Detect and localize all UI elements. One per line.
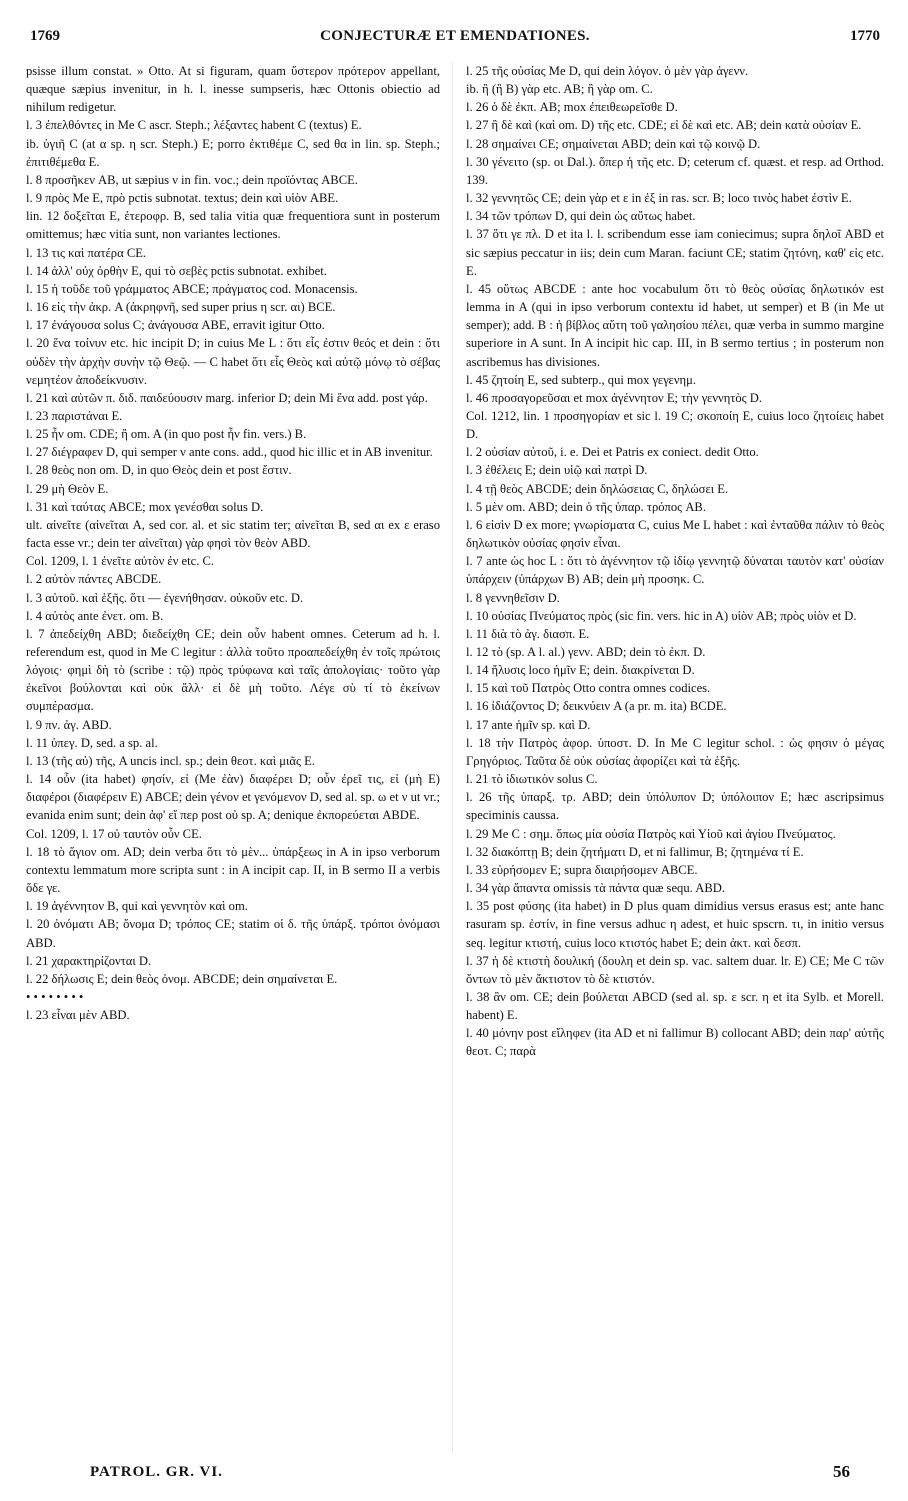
note-entry: l. 33 εὑρήσομεν E; supra διαιρήσομεν ABCE.	[466, 862, 698, 877]
note-entry: l. 28 θεὸς non om. D, in quo Θεὸς dein et post ἔστιν.	[26, 463, 292, 478]
note-entry: l. 45 οὕτως ABCDE : ante hoc vocabulum ὅτι τὸ θεὸς οὐσίας δηλωτικόν est lemma in A (qui in ipso verborum contextu id habet, ut semper) et B (in Me ut semper); add. B : ἡ βίβλος αὕτη τοῦ γαλησίου πέλει, quæ verba in summo margine superiore in A sunt. In A incipit hic cap. III, in B sermo tertius ; in posterum non ascribemus has divisiones.	[466, 281, 884, 369]
running-header	[30, 28, 880, 54]
note-entry: l. 15 καὶ τοῦ Πατρὸς Otto contra omnes codices.	[466, 681, 711, 696]
note-entry: l. 35 post φύσης (ita habet) in D plus quam dimidius versus erasus est; ante hanc rasuram sp. ἐστίν, in fine versus adhuc η adest, et huic spscrn. τι, in initio versus seq. legitur κτιστή, cuius loco κτιστός habet E; dein ἀκτ. καὶ δεσπ.	[466, 899, 884, 950]
note-entry: l. 34 τῶν τρόπων D, qui dein ὡς αὔτως habet.	[466, 209, 696, 224]
note-entry: l. 45 ζητοίη E, sed subterp., qui mox γεγενημ.	[466, 372, 697, 387]
note-entry: l. 14 ἀλλ' οὐχ ὀρθὴν E, qui τὸ σεβὲς pctis subnotat. exhibet.	[26, 263, 327, 278]
note-entry: l. 26 τῆς ὑπαρξ. τρ. ABD; dein ὑπόλυπον D; ὑπόλοιπον E; hæc ascripsimus speciminis caussa.	[466, 790, 884, 823]
page-title: CONJECTURÆ ET EMENDATIONES.	[320, 28, 590, 44]
note-entry: l. 6 εἰσὶν D ex more; γνωρίσματα C, cuius Me L habet : καὶ ἐνταῦθα πάλιν τὸ θεὸς δηλωτικὸν οὐσίας φησὶν εἶναι.	[466, 517, 884, 551]
note-entry: l. 46 προσαγορεῦσαι et mox ἀγέννητον E; τὴν γεννητὸς D.	[466, 390, 763, 405]
note-entry: l. 16 ἰδιάζοντος D; δεικνύειν A (a pr. m. ita) BCDE.	[466, 699, 727, 714]
note-entry: l. 4 αὐτὸς ante ἐνετ. om. B.	[26, 608, 164, 623]
note-entry: l. 37 ὅτι γε πλ. D et ita l. l. scribendum esse iam coniecimus; supra δηλοῖ ABD et sic sæpius peccatur in iis; dein cum Maran. faciunt CE; statim ζητόνη, καθ' εἰς etc. E.	[466, 227, 884, 278]
note-entry: l. 20 ἕνα τοίνυν etc. hic incipit D; in cuius Me L : ὅτι εἷς ἐστιν θεός et dein : ὅτι οὐδὲν τὴν ἀρχὴν συνὴν τῷ Θεῷ. — C habet ὅτι εἷς Θεὸς καὶ αὐτῷ μόνῳ τὸ σέβας νεμητέον ἀποδείκνυσιν.	[26, 336, 440, 387]
note-entry: ib. ἢ (ἢ B) γὰρ etc. AB; ἢ γὰρ om. C.	[466, 82, 653, 97]
note-entry: l. 31 καὶ ταύτας ABCE; mox γενέσθαι solus D.	[26, 499, 264, 514]
note-entry: lin. 12 δοξεῖται E, ἑτεροφρ. B, sed talia vitia quæ frequentiora sunt in posterum omittemus; hæc vitia sunt, non variantes lectiones.	[26, 209, 440, 242]
page-footer	[30, 1464, 880, 1494]
note-entry: l. 16 εἰς τὴν ἀκρ. A (ἀκρηφνῆ, sed super prius η scr. αι) BCE.	[26, 300, 336, 315]
note-entry: l. 21 καὶ αὐτῶν π. διδ. παιδεύουσιν marg. inferior D; dein Mi ἕνα add. post γάρ.	[26, 390, 428, 405]
note-entry: l. 27 ἢ δὲ καὶ (καὶ om. D) τῆς etc. CDE; εἰ δὲ καὶ etc. AB; dein κατὰ οὐσίαν E.	[466, 118, 862, 133]
note-entry: l. 25 ἦν om. CDE; ἢ om. A (in quo post ἦν fin. vers.) B.	[26, 427, 307, 442]
note-entry: l. 32 γεννητῶς CE; dein γὰρ et ε in ἐξ in ras. scr. B; loco τινὸς habet ἐστὶν E.	[466, 191, 852, 206]
note-entry: l. 9 πν. ἀγ. ABD.	[26, 717, 112, 732]
sheet-number: 56	[833, 1462, 850, 1481]
note-entry: l. 27 διέγραφεν D, qui semper ν ante cons. add., quod hic illic et in AB invenitur.	[26, 445, 433, 460]
note-entry: l. 3 ἐθέλεις E; dein υἱῷ καὶ πατρὶ D.	[466, 463, 648, 478]
note-entry: l. 14 οὖν (ita habet) φησίν, εἰ (Me ἐὰν) διαφέρει D; οὖν ἐρεῖ τις, εἰ (μὴ E) διαφέροι (διαφέρειν E) ABCE; dein γένον et γενόμενον D, sed al. sp. ω et ν ut vr.; evanida enim sunt; dein ἀφ' εἴ περ post οὐ sp. A; denique ἐκπορεύεται ABDE.	[26, 772, 440, 823]
note-entry: l. 19 ἀγέννητον B, qui καὶ γεννητὸν καὶ om.	[26, 899, 248, 914]
note-entry: l. 7 ἀπεδείχθη ABD; διεδείχθη CE; dein οὖν habent omnes. Ceterum ad h. l. referendum est, quod in Me C legitur : ἀλλὰ τοῦτο προαπεδείχθη ἐν τοῖς πρώτοις λόγοις· φημὶ δὴ τὸ (scribe : τῷ) πρὸς τρύφωνα καὶ ταῖς ἀπολογίαις· τοῦτο γὰρ ἐκεῖνοι βούλονται καὶ οὐκ ἄλλ· εἰ δὲ μὴ τοῦτο. Λέγε σὺ τί τὸ ἐκείνων συμπέρασμα.	[26, 626, 440, 714]
note-entry: l. 32 διακόπτῃ B; dein ζητήματι D, et ni fallimur, B; ζητημένα τί E.	[466, 844, 804, 859]
note-entry: Col. 1209, l. 1 ἐνεῖτε αὐτὸν ἐν etc. C.	[26, 554, 215, 569]
note-entry: l. 40 μόνην post εἴληφεν (ita AD et ni fallimur B) collocant ABD; dein παρ' αὐτῆς θεοτ. C; παρὰ	[466, 1026, 884, 1059]
note-entry: l. 18 τὸ ἅγιον om. AD; dein verba ὅτι τὸ μὲν... ὑπάρξεως in A in ipso verborum contextu lemmatum more scripta sunt : in A incipit cap. II, in B sermo II a verbis ὅδε γε.	[26, 844, 440, 896]
note-entry: • • • • • • • •	[26, 989, 84, 1004]
note-entry: ult. αἰνεῖτε (αἰνεῖται A, sed cor. al. et sic statim ter; αἰνεῖται B, sed αι ex ε eraso facta esse vr.; dein ter αἰνεῖται) γὰρ φησὶ τὸν θεὸν ABD.	[26, 517, 440, 551]
note-entry: l. 21 τὸ ἰδιωτικὸν solus C.	[466, 772, 598, 787]
note-entry: l. 23 παριστάναι E.	[26, 408, 123, 423]
note-entry: l. 15 ἡ τοῦδε τοῦ γράμματος ABCE; πράγματος cod. Monacensis.	[26, 281, 358, 296]
note-entry: l. 28 σημαίνει CE; σημαίνεται ABD; dein καὶ τῷ κοινῷ D.	[466, 136, 761, 151]
note-entry: l. 18 τὴν Πατρὸς ἀφορ. ὑποστ. D. In Me C legitur schol. : ὡς φησιν ὁ μέγας Γρηγόριος. Ταῦτα δὲ οὐκ οὐσίας ἀφορίζει καὶ τὰ ἑξῆς.	[466, 735, 884, 768]
right-column	[466, 62, 884, 1452]
note-entry: l. 7 ante ὡς hoc L : ὅτι τὸ ἀγέννητον τῷ ἰδίῳ γεννητῷ δύναται ταυτὸν κατ' οὐσίαν ὑπάρχειν (ὑπάρχων B) AB; dein μὴ προσηκ. C.	[466, 554, 884, 587]
note-entry: l. 29 μὴ Θεὸν E.	[26, 481, 109, 496]
page-number-left: 1769	[30, 28, 60, 44]
note-entry: l. 4 τῇ θεὸς ABCDE; dein δηλώσειας C, δηλώσει E.	[466, 481, 729, 496]
note-entry: l. 13 (τῆς αὐ) τῆς, A uncis incl. sp.; dein θεοτ. καὶ μιᾶς E.	[26, 753, 315, 768]
note-entry: Col. 1209, l. 17 οὐ ταυτὸν οὖν CE.	[26, 826, 202, 841]
note-entry: l. 12 τὸ (sp. A l. al.) γενν. ABD; dein τὸ ἐκπ. D.	[466, 645, 706, 659]
note-entry: l. 10 οὐσίας Πνεύματος πρὸς (sic fin. vers. hic in A) υἱὸν AB; πρὸς υἱὸν et D.	[466, 608, 857, 623]
note-entry: l. 13 τις καὶ πατέρα CE.	[26, 245, 147, 260]
left-column	[26, 62, 440, 1452]
note-entry: l. 11 ὑπεγ. D, sed. a sp. al.	[26, 735, 158, 750]
note-entry: l. 37 ἡ δὲ κτιστὴ δουλική (δουλη et dein sp. vac. saltem duar. lr. E) CE; Me C τῶν ὄντων τὸ μὲν ἄκτιστον τὸ δὲ κτιστόν.	[466, 953, 884, 986]
note-entry: l. 9 πρὸς Me E, πρὸ pctis subnotat. textus; dein καὶ υἱὸν ABE.	[26, 191, 339, 206]
note-entry: l. 3 ἐπελθόντες in Me C ascr. Steph.; λέξαντες habent C (textus) E.	[26, 118, 362, 133]
note-entry: l. 21 χαρακτηρίζονται D.	[26, 953, 152, 968]
note-entry: l. 3 αὐτοῦ. καὶ ἑξῆς. ὅτι — ἐγενήθησαν. οὐκοῦν etc. D.	[26, 590, 304, 605]
note-entry: l. 2 οὐσίαν αὐτοῦ, i. e. Dei et Patris ex coniect. dedit Otto.	[466, 445, 759, 460]
note-entry: l. 14 ἤλυσις loco ἡμῖν E; dein. διακρίνεται D.	[466, 663, 695, 678]
note-entry: psisse illum constat. » Otto. At si figuram, quam ὕστερον πρότερον appellant, quæque sæpius invenitur, in h. l. inesse sumpseris, hæc Ottonis obiectio ad nihilum redigetur.	[26, 64, 440, 115]
note-entry: l. 25 τῆς οὐσίας Me D, qui dein λόγον. ὁ μὲν γὰρ ἀγενν.	[466, 64, 749, 78]
note-entry: l. 23 εἶναι μὲν ABD.	[26, 1008, 130, 1023]
note-entry: l. 8 προσῆκεν AB, ut sæpius ν in fin. voc.; dein προϊόντας ABCE.	[26, 172, 358, 187]
note-entry: l. 17 ἐνάγουσα solus C; ἀνάγουσα ABE, erravit igitur Otto.	[26, 318, 325, 333]
note-entry: l. 11 διὰ τὸ ἀγ. διασπ. E.	[466, 626, 590, 641]
note-entry: l. 17 ante ἡμῖν sp. καὶ D.	[466, 717, 591, 732]
note-entry: Col. 1212, lin. 1 προσηγορίαν et sic l. 19 C; σκοποίη E, cuius loco ζητοίεις habet D.	[466, 408, 884, 442]
note-entry: l. 30 γένειτο (sp. οι Dal.). ὅπερ ἡ τῆς etc. D; ceterum cf. quæst. et resp. ad Orthod. 139.	[466, 154, 884, 187]
note-entry: l. 22 δήλωσις E; dein θεὸς ὀνομ. ABCDE; dein σημαίνεται E.	[26, 971, 338, 986]
signature-mark: PATROL. GR. VI.	[90, 1464, 223, 1480]
note-entry: l. 26 ὁ δὲ ἐκπ. AB; mox ἐπειθεωρεῖσθε D.	[466, 100, 678, 115]
page-number-right: 1770	[850, 28, 880, 44]
note-entry: l. 20 ὀνόματι AB; ὄνομα D; τρόπος CE; statim οἱ δ. τῆς ὑπάρξ. τρόποι ὀνόμασι ABD.	[26, 917, 440, 950]
note-entry: l. 38 ἂν om. CE; dein βούλεται ABCD (sed al. sp. ε scr. η et ita Sylb. et Morell. habent) E.	[466, 989, 884, 1023]
note-entry: l. 8 γεννηθεῖσιν D.	[466, 590, 560, 605]
note-entry: l. 5 μὲν om. ABD; dein ὁ τῆς ὑπαρ. τρόπος AB.	[466, 499, 706, 514]
note-entry: l. 2 αὐτὸν πάντες ABCDE.	[26, 572, 162, 587]
column-divider	[452, 62, 453, 1452]
note-entry: l. 29 Me C : σημ. ὅπως μία οὐσία Πατρὸς καὶ Υἱοῦ καὶ ἁγίου Πνεύματος.	[466, 826, 836, 841]
note-entry: l. 34 γὰρ ἅπαντα omissis τὰ πάντα quæ sequ. ABD.	[466, 881, 725, 896]
note-entry: ib. ὑγιῆ C (at α sp. η scr. Steph.) E; porro ἐκτιθέμε C, sed θα in lin. sp. Steph.; ἐπιτιθέμεθα E.	[26, 136, 440, 169]
